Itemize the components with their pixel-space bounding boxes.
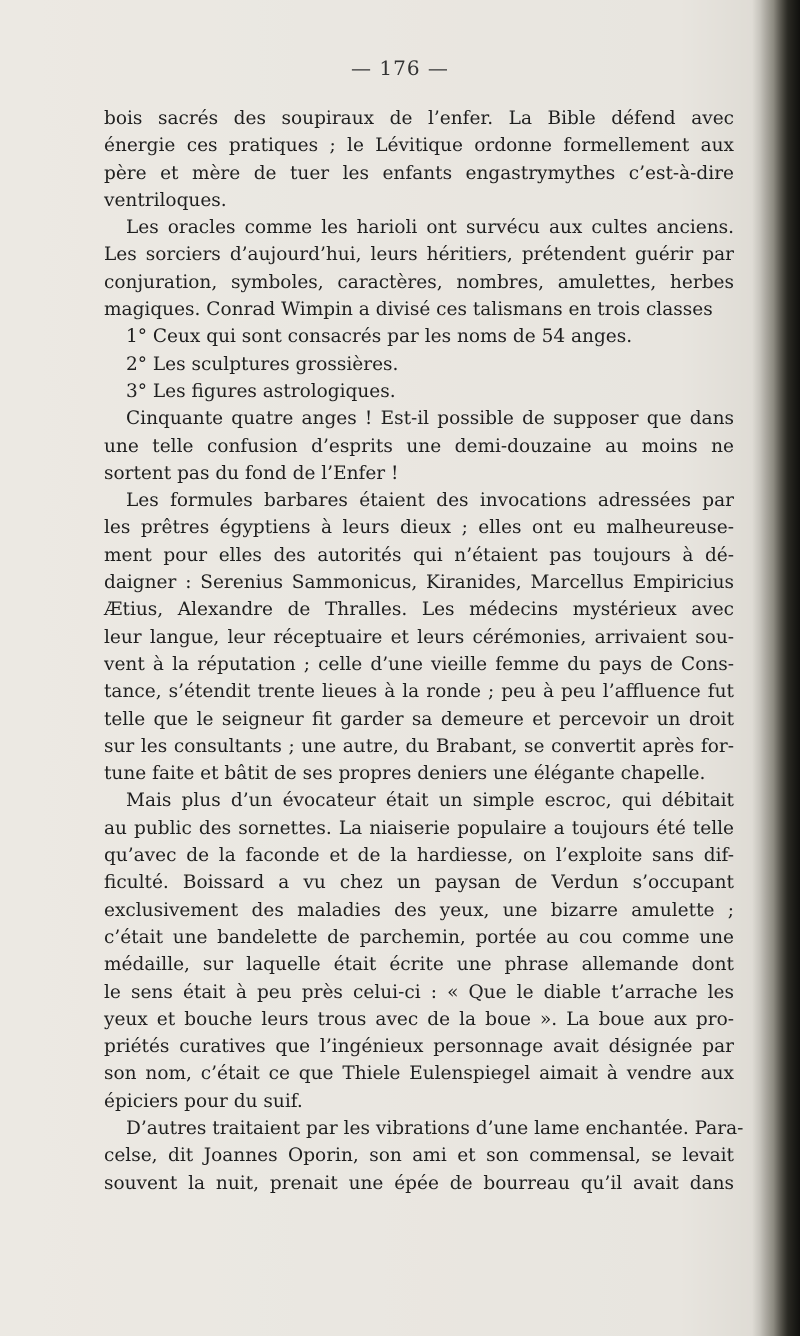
text-line: les prêtres égyptiens à leurs dieux ; elles ont eu malheureuse- [104,517,734,539]
text-line: celse, dit Joannes Oporin, son ami et son commensal, se levait [104,1145,734,1167]
body-text [104,105,744,1197]
text-line: médaille, sur laquelle était écrite une phrase allemande dont [104,954,734,976]
text-line: son nom, c’était ce que Thiele Eulenspiegel aimait à vendre aux [104,1063,734,1085]
text-line: épiciers pour du suif. [104,1090,303,1112]
text-line: qu’avec de la faconde et de la hardiesse, on l’exploite sans dif- [104,845,734,867]
text-line: vent à la réputation ; celle d’une vieille femme du pays de Cons- [104,653,734,675]
text-line: leur langue, leur réceptuaire et leurs cérémonies, arrivaient sou- [104,626,734,648]
text-line: conjuration, symboles, caractères, nombres, amulettes, herbes [104,271,734,293]
text-line: père et mère de tuer les enfants engastrymythes c’est-à-dire [104,162,734,184]
text-line: une telle confusion d’esprits une demi-douzaine au moins ne [104,435,734,457]
text-line: Les formules barbares étaient des invocations adressées par [126,490,734,512]
page-edge-shadow [752,0,800,1336]
text-line: daigner : Serenius Sammonicus, Kiranides, Marcellus Empiricius [104,572,734,594]
text-line: priétés curatives que l’ingénieux personnage avait désignée par [104,1036,734,1058]
text-line: le sens était à peu près celui-ci : « Que le diable t’arrache les [104,981,734,1003]
text-line: c’était une bandelette de parchemin, portée au cou comme une [104,926,734,948]
text-line: 1° Ceux qui sont consacrés par les noms de 54 anges. [126,326,633,348]
text-line: tune faite et bâtit de ses propres deniers une élégante chapelle. [104,763,706,785]
text-line: sur les consultants ; une autre, du Brabant, se convertit après for- [104,735,734,757]
text-line: telle que le seigneur fit garder sa demeure et percevoir un droit [104,708,734,730]
text-line: ficulté. Boissard a vu chez un paysan de Verdun s’occupant [104,872,734,894]
text-line: Mais plus d’un évocateur était un simple escroc, qui débitait [126,790,734,812]
page-number: — 176 — [351,56,449,80]
text-line: énergie ces pratiques ; le Lévitique ordonne formellement aux [104,135,734,157]
text-line: 2° Les sculptures grossières. [126,353,399,375]
text-line: au public des sornettes. La niaiserie populaire a toujours été telle [104,817,734,839]
text-line: bois sacrés des soupiraux de l’enfer. La Bible défend avec [104,108,734,129]
text-line: Les oracles comme les harioli ont survécu aux cultes anciens. [126,217,734,239]
text-line: 3° Les figures astrologiques. [126,380,396,402]
text-line: magiques. Conrad Wimpin a divisé ces talismans en trois classes [104,299,713,321]
text-line: ventriloques. [104,189,227,211]
text-line: yeux et bouche leurs trous avec de la boue ». La boue aux pro- [104,1008,734,1030]
text-line: exclusivement des maladies des yeux, une bizarre amulette ; [104,899,734,921]
text-line: sortent pas du fond de l’Enfer ! [104,462,399,484]
text-line: souvent la nuit, prenait une épée de bourreau qu’il avait dans [104,1172,734,1194]
text-line: Cinquante quatre anges ! Est-il possible de supposer que dans [126,408,734,430]
text-line: Ætius, Alexandre de Thralles. Les médecins mystérieux avec [104,599,734,621]
text-line: tance, s’étendit trente lieues à la ronde ; peu à peu l’affluence fut [104,681,734,703]
text-line: ment pour elles des autorités qui n’étaient pas toujours à dé- [104,544,734,566]
text-line: Les sorciers d’aujourd’hui, leurs héritiers, prétendent guérir par [104,244,734,266]
text-line: D’autres traitaient par les vibrations d’une lame enchantée. Para- [126,1117,744,1139]
